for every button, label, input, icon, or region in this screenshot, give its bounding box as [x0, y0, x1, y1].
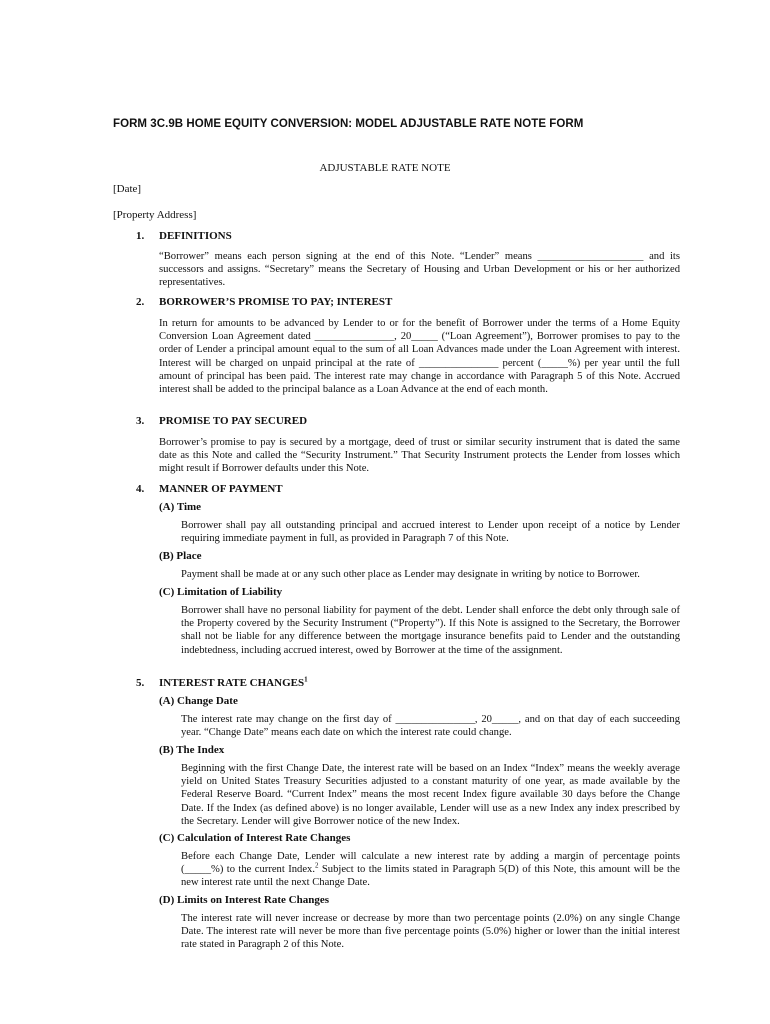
- section-5a-text: The interest rate may change on the first day of _______________, 20_____, and on that day of each succeeding year. “Change Date” means each date on which the interest rate could change.: [181, 714, 680, 739]
- section-4b-label: (B) Place: [159, 550, 202, 562]
- section-1-heading: DEFINITIONS: [159, 230, 232, 242]
- section-5-heading-wrap: [159, 677, 308, 689]
- section-2-text: In return for amounts to be advanced by Lender to or for the benefit of Borrower under the terms of a Home Equity Conversion Loan Agreement dated _______________, 20_____ (“Loan Agreement”), Borrower promises to pay to the order of Lender a principal amount equal to the sum of all Loan Advances made under the Loan Agreement with interest. Interest will be charged on unpaid principal at the rate of _______________ percent (_____%) per year until the full amount of principal has been paid. The interest rate may change in accordance with Paragraph 5 of this Note. Accrued interest shall be added to the principal balance as a Loan Advance at the end of each month.: [159, 318, 680, 396]
- section-3-number: 3.: [136, 415, 145, 427]
- section-4c-label: (C) Limitation of Liability: [159, 586, 283, 598]
- section-4b-text: Payment shall be made at or any such other place as Lender may designate in writing by notice to Borrower.: [181, 569, 640, 580]
- section-5a-label: (A) Change Date: [159, 695, 238, 707]
- footnote-2-marker: 2: [314, 861, 319, 870]
- date-placeholder: [Date]: [113, 183, 142, 195]
- section-5-number: 5.: [136, 677, 145, 689]
- section-1-number: 1.: [136, 230, 145, 242]
- section-4-number: 4.: [136, 483, 145, 495]
- section-5-heading: INTEREST RATE CHANGES: [159, 677, 305, 689]
- section-4-heading: MANNER OF PAYMENT: [159, 483, 283, 495]
- footnote-1-marker: 1: [304, 675, 308, 684]
- section-5c-text-part2: Subject to the limits stated in Paragraph 5(D) of this Note, this amount will be the new interest rate until the next Change Date.: [181, 864, 680, 889]
- section-5d-label: (D) Limits on Interest Rate Changes: [159, 894, 329, 906]
- section-3-text: Borrower’s promise to pay is secured by a mortgage, deed of trust or similar security instrument that is dated the same date as this Note and called the “Security Instrument.” That Security Instrument protects the Lender from losses which might result if Borrower defaults under this Note.: [159, 437, 680, 475]
- section-5c-text: [181, 850, 680, 890]
- document-title: ADJUSTABLE RATE NOTE: [319, 162, 451, 174]
- section-4c-text: Borrower shall have no personal liability for payment of the debt. Lender shall enforce the debt only through sale of the Property covered by the Security Instrument (“Property”). If this Note is assigned to the Secretary, the Borrower shall not be liable for any difference between the mortgage insurance benefits paid to Lender and the outstanding indebtedness, including accrued interest, owed by Borrower at the time of the assignment.: [181, 605, 680, 656]
- section-2-number: 2.: [136, 296, 145, 308]
- section-1-text: “Borrower” means each person signing at the end of this Note. “Lender” means ____________________ and its successors and assigns. “Secretary” means the Secretary of Housing and Urban Development or his or her authorized representatives.: [159, 251, 680, 289]
- section-5c-text-part1: Before each Change Date, Lender will calculate a new interest rate by adding a margin of percentage points (_____%) to the current Index.: [181, 851, 680, 876]
- section-5b-text: Beginning with the first Change Date, the interest rate will be based on an Index “Index” means the weekly average yield on United States Treasury Securities adjusted to a constant maturity of one year, as made available by the Federal Reserve Board. “Current Index” means the most recent Index figure available 30 days before the Change Date. If the Index (as defined above) is no longer available, Lender will use as a new Index any index prescribed by the Secretary. Lender will give Borrower notice of the new Index.: [181, 763, 680, 827]
- section-5d-text: The interest rate will never increase or decrease by more than two percentage points (2.0%) on any single Change Date. The interest rate will never be more than five percentage points (5.0%) higher or lower than the initial interest rate stated in Paragraph 2 of this Note.: [181, 913, 680, 951]
- section-5b-label: (B) The Index: [159, 744, 225, 756]
- section-4a-text: Borrower shall pay all outstanding principal and accrued interest to Lender upon receipt of a notice by Lender requiring immediate payment in full, as provided in Paragraph 7 of this Note.: [181, 520, 680, 545]
- section-4a-label: (A) Time: [159, 501, 202, 513]
- section-3-heading: PROMISE TO PAY SECURED: [159, 415, 308, 427]
- section-2-heading: BORROWER’S PROMISE TO PAY; INTEREST: [159, 296, 393, 308]
- form-title: FORM 3C.9B HOME EQUITY CONVERSION: MODEL ADJUSTABLE RATE NOTE FORM: [113, 118, 584, 130]
- property-address-placeholder: [Property Address]: [113, 209, 197, 221]
- section-5c-label: (C) Calculation of Interest Rate Changes: [159, 832, 351, 844]
